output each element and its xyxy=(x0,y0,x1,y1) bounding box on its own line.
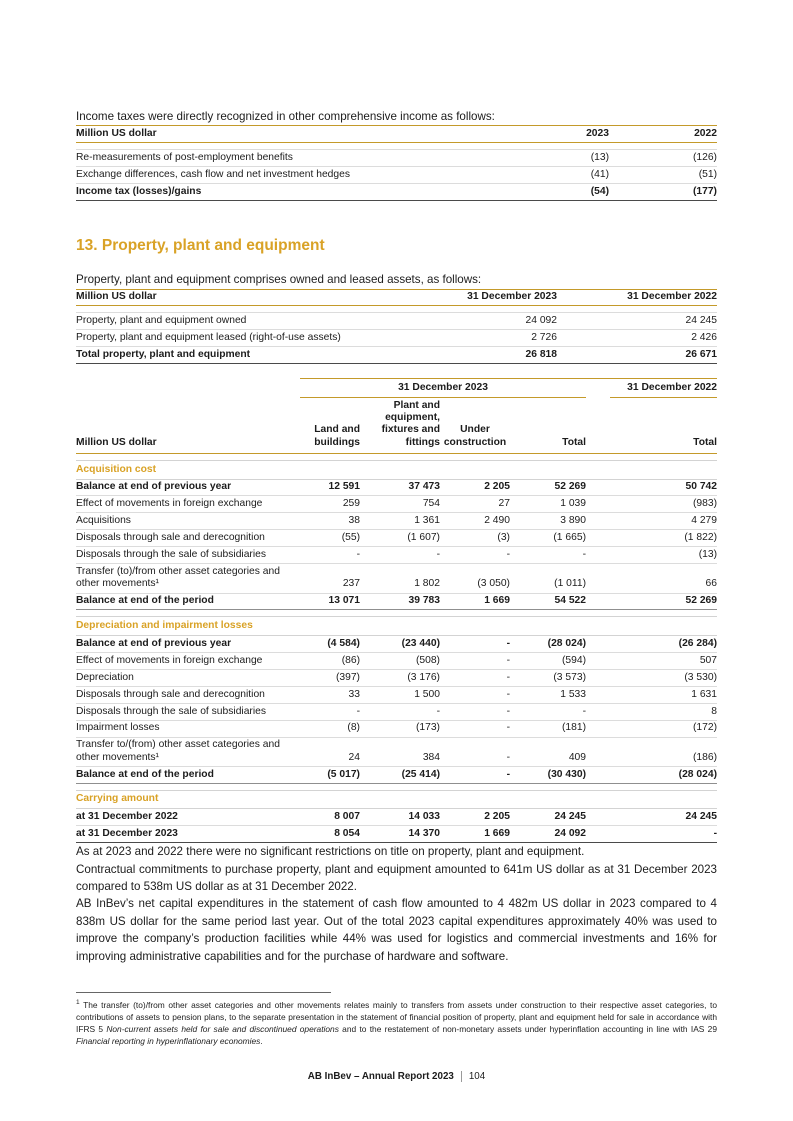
value-under-construction: 1 669 xyxy=(440,826,510,843)
table-row xyxy=(76,167,717,184)
paragraph-capex: AB InBev’s net capital expenditures in the statement of cash flow amounted to 4 482m US dollar in 2023 compared to 4 838m US dollar for the same period last year. Out of the total 2023 capital expenditures approximately 40% was used to improve the company’s production facilities while 44% was used for logistics and commercial investments and 16% for improving administrative capabilities and for the purchase of hardware and software. xyxy=(76,897,717,963)
table-header-row xyxy=(76,397,717,453)
column-gap xyxy=(586,703,610,720)
value-total-2023: 1 533 xyxy=(510,686,586,703)
value-total-2022: (186) xyxy=(610,737,717,766)
value-land: 13 071 xyxy=(300,593,360,610)
value-total-2023: (1 665) xyxy=(510,530,586,547)
value-under-construction: 2 205 xyxy=(440,479,510,496)
value-total-2022: 507 xyxy=(610,652,717,669)
value-land: 38 xyxy=(300,513,360,530)
value-total-2023: (28 024) xyxy=(510,635,586,652)
column-gap xyxy=(586,479,610,496)
column-gap xyxy=(586,766,610,783)
income-tax-intro: Income taxes were directly recognized in other comprehensive income as follows: xyxy=(76,110,495,123)
value-plant: 1 361 xyxy=(360,513,440,530)
column-gap xyxy=(586,652,610,669)
value-under-construction: - xyxy=(440,686,510,703)
row-label: Effect of movements in foreign exchange xyxy=(76,652,300,669)
table-row xyxy=(76,703,717,720)
row-label: Transfer to/(from) other asset categories and other movements¹ xyxy=(76,737,300,766)
table-row xyxy=(76,686,717,703)
row-label: Disposals through sale and derecognition xyxy=(76,686,300,703)
footnote-text xyxy=(76,998,717,1047)
value-2022: 26 671 xyxy=(557,347,717,364)
col-header-31-december-2022: 31 December 2022 xyxy=(557,289,717,306)
section-title: Carrying amount xyxy=(76,790,717,809)
value-2023: (41) xyxy=(509,167,609,184)
value-land: 259 xyxy=(300,496,360,513)
value-under-construction: 2 205 xyxy=(440,809,510,826)
footnote-divider xyxy=(76,992,331,993)
footer-divider xyxy=(461,1071,462,1082)
value-total-2022: (172) xyxy=(610,720,717,737)
value-land: (8) xyxy=(300,720,360,737)
column-gap xyxy=(586,379,610,397)
section-13-heading: 13. Property, plant and equipment xyxy=(76,237,325,255)
footer-report-title: AB InBev – Annual Report 2023 xyxy=(307,1071,454,1082)
column-gap xyxy=(586,564,610,593)
paragraph-restrictions: As at 2023 and 2022 there were no significant restrictions on title on property, plant and equipment. xyxy=(76,845,585,859)
value-land: 8 007 xyxy=(300,809,360,826)
table-header-row xyxy=(76,289,717,306)
value-total-2022: - xyxy=(610,826,717,843)
value-under-construction: (3 050) xyxy=(440,564,510,593)
value-under-construction: - xyxy=(440,669,510,686)
row-label: Balance at end of previous year xyxy=(76,635,300,652)
value-land: (5 017) xyxy=(300,766,360,783)
column-gap xyxy=(586,397,610,453)
value-total-2022: 66 xyxy=(610,564,717,593)
value-land: - xyxy=(300,703,360,720)
value-plant: (23 440) xyxy=(360,635,440,652)
value-plant: 384 xyxy=(360,737,440,766)
value-plant: (3 176) xyxy=(360,669,440,686)
value-total-2023: 54 522 xyxy=(510,593,586,610)
table-spacer-row xyxy=(76,306,717,313)
table-row xyxy=(76,496,717,513)
footnote-marker: 1 xyxy=(76,999,80,1006)
table-row xyxy=(76,720,717,737)
value-total-2022: 1 631 xyxy=(610,686,717,703)
value-total-2023: 24 092 xyxy=(510,826,586,843)
table-row xyxy=(76,150,717,167)
value-under-construction: - xyxy=(440,635,510,652)
value-total-2023: (1 011) xyxy=(510,564,586,593)
value-total-2022: (983) xyxy=(610,496,717,513)
section-title: Depreciation and impairment losses xyxy=(76,617,717,636)
value-total-2022: (26 284) xyxy=(610,635,717,652)
section-title: Acquisition cost xyxy=(76,461,717,480)
value-total-2022: (3 530) xyxy=(610,669,717,686)
value-total-2023: - xyxy=(510,547,586,564)
table-balance-row xyxy=(76,766,717,783)
table-spacer-row xyxy=(76,783,717,790)
income-tax-table xyxy=(76,125,717,201)
value-under-construction: - xyxy=(440,703,510,720)
row-label: Disposals through the sale of subsidiaries xyxy=(76,703,300,720)
value-total-2022: 8 xyxy=(610,703,717,720)
table-row xyxy=(76,652,717,669)
row-label: Disposals through the sale of subsidiaries xyxy=(76,547,300,564)
value-2022: (51) xyxy=(609,167,717,184)
table-spacer-row xyxy=(76,143,717,150)
value-total-2023: (181) xyxy=(510,720,586,737)
value-2023: 26 818 xyxy=(392,347,557,364)
col-header-million-us-dollar: Million US dollar xyxy=(76,126,509,143)
value-plant: 39 783 xyxy=(360,593,440,610)
value-total-2023: 1 039 xyxy=(510,496,586,513)
col-header-land-and-buildings: Land and buildings xyxy=(300,397,360,453)
value-land: - xyxy=(300,547,360,564)
value-under-construction: (3) xyxy=(440,530,510,547)
col-header-31-december-2023: 31 December 2023 xyxy=(392,289,557,306)
table-header-row xyxy=(76,126,717,143)
table-balance-row xyxy=(76,593,717,610)
table-spacer-row xyxy=(76,454,717,461)
value-2022: 24 245 xyxy=(557,313,717,330)
table-row xyxy=(76,737,717,766)
page-number: 104 xyxy=(468,1071,486,1082)
value-total-2023: (594) xyxy=(510,652,586,669)
row-label: Disposals through sale and derecognition xyxy=(76,530,300,547)
value-land: (55) xyxy=(300,530,360,547)
value-total-2023: 24 245 xyxy=(510,809,586,826)
table-row xyxy=(76,330,717,347)
column-gap xyxy=(586,496,610,513)
table-total-row xyxy=(76,184,717,201)
column-gap xyxy=(586,826,610,843)
column-gap xyxy=(586,686,610,703)
value-plant: - xyxy=(360,703,440,720)
column-gap xyxy=(586,547,610,564)
page-footer xyxy=(0,1071,793,1082)
row-label: Exchange differences, cash flow and net investment hedges xyxy=(76,167,509,184)
row-label: Balance at end of the period xyxy=(76,766,300,783)
value-total-2023: (30 430) xyxy=(510,766,586,783)
column-gap xyxy=(586,737,610,766)
column-gap xyxy=(586,530,610,547)
value-total-2022: 4 279 xyxy=(610,513,717,530)
table-total-row xyxy=(76,347,717,364)
column-gap xyxy=(586,635,610,652)
row-label: Acquisitions xyxy=(76,513,300,530)
value-2023: (54) xyxy=(509,184,609,201)
value-land: 24 xyxy=(300,737,360,766)
value-2022: (177) xyxy=(609,184,717,201)
value-plant: 1 802 xyxy=(360,564,440,593)
row-label: Property, plant and equipment owned xyxy=(76,313,392,330)
value-under-construction: - xyxy=(440,652,510,669)
footnote-italic-ifrs5: Non-current assets held for sale and discontinued operations xyxy=(106,1023,339,1034)
col-header-million-us-dollar: Million US dollar xyxy=(76,397,300,453)
value-plant: (508) xyxy=(360,652,440,669)
value-plant: (25 414) xyxy=(360,766,440,783)
row-label: Impairment losses xyxy=(76,720,300,737)
value-plant: (1 607) xyxy=(360,530,440,547)
row-label: Balance at end of the period xyxy=(76,593,300,610)
col-header-total-2023: Total xyxy=(510,397,586,453)
footnote xyxy=(76,992,717,1047)
table-row xyxy=(76,479,717,496)
ppe-summary-table xyxy=(76,289,717,365)
value-total-2023: (3 573) xyxy=(510,669,586,686)
col-header-total-2022: Total xyxy=(610,397,717,453)
row-label: at 31 December 2022 xyxy=(76,809,300,826)
value-under-construction: 2 490 xyxy=(440,513,510,530)
value-land: 237 xyxy=(300,564,360,593)
value-plant: 1 500 xyxy=(360,686,440,703)
group-header-empty xyxy=(76,379,300,397)
row-label: Re-measurements of post-employment benefits xyxy=(76,150,509,167)
group-header-31-december-2022: 31 December 2022 xyxy=(610,379,717,397)
table-row xyxy=(76,635,717,652)
value-plant: 14 370 xyxy=(360,826,440,843)
value-under-construction: - xyxy=(440,720,510,737)
row-label: Depreciation xyxy=(76,669,300,686)
value-2023: 2 726 xyxy=(392,330,557,347)
value-land: 12 591 xyxy=(300,479,360,496)
row-label: at 31 December 2023 xyxy=(76,826,300,843)
table-group-header-row xyxy=(76,379,717,397)
value-land: (86) xyxy=(300,652,360,669)
row-label: Income tax (losses)/gains xyxy=(76,184,509,201)
value-total-2022: (28 024) xyxy=(610,766,717,783)
table-row xyxy=(76,826,717,843)
value-2022: (126) xyxy=(609,150,717,167)
value-under-construction: 1 669 xyxy=(440,593,510,610)
value-total-2022: (13) xyxy=(610,547,717,564)
col-header-plant-equipment-fixtures-fittings: Plant and equipment, fixtures and fittings xyxy=(360,397,440,453)
paragraph-commitments: Contractual commitments to purchase property, plant and equipment amounted to 641m US dollar as at 31 December 2023 compared to 538m US dollar as at 31 December 2022. xyxy=(76,862,717,893)
value-plant: 37 473 xyxy=(360,479,440,496)
value-under-construction: - xyxy=(440,547,510,564)
col-header-under-construction: Under construction xyxy=(440,397,510,453)
footnote-part: The transfer (to)/from other asset categories and other movements relates mainly to transfers from assets under construction to their respective asset categories, to contributions of assets to pension plans, to the separate presentation in the statement of financial position of property, plant and equipment held for sale in accordance with IFRS 5 xyxy=(76,999,717,1034)
ppe-detail-table xyxy=(76,378,717,843)
value-plant: 14 033 xyxy=(360,809,440,826)
value-2023: (13) xyxy=(509,150,609,167)
group-header-31-december-2023: 31 December 2023 xyxy=(300,379,586,397)
section-acquisition-cost xyxy=(76,461,717,480)
value-total-2023: - xyxy=(510,703,586,720)
table-row xyxy=(76,669,717,686)
footnote-italic-ias29: Financial reporting in hyperinflationary economies xyxy=(76,1035,261,1046)
value-total-2022: (1 822) xyxy=(610,530,717,547)
column-gap xyxy=(586,669,610,686)
value-under-construction: - xyxy=(440,737,510,766)
table-row xyxy=(76,809,717,826)
value-total-2022: 24 245 xyxy=(610,809,717,826)
value-total-2023: 409 xyxy=(510,737,586,766)
value-plant: 754 xyxy=(360,496,440,513)
section-carrying-amount xyxy=(76,790,717,809)
col-header-2022: 2022 xyxy=(609,126,717,143)
row-label: Transfer (to)/from other asset categories and other movements¹ xyxy=(76,564,300,593)
col-header-2023: 2023 xyxy=(509,126,609,143)
column-gap xyxy=(586,593,610,610)
col-header-million-us-dollar: Million US dollar xyxy=(76,289,392,306)
value-under-construction: - xyxy=(440,766,510,783)
column-gap xyxy=(586,809,610,826)
table-row xyxy=(76,513,717,530)
value-2023: 24 092 xyxy=(392,313,557,330)
row-label: Property, plant and equipment leased (right-of-use assets) xyxy=(76,330,392,347)
footnote-part: and to the restatement of non-monetary assets under hyperinflation accounting in line with IAS 29 xyxy=(338,1023,717,1034)
ppe-intro: Property, plant and equipment comprises owned and leased assets, as follows: xyxy=(76,273,482,287)
section-depreciation-impairment xyxy=(76,617,717,636)
value-plant: (173) xyxy=(360,720,440,737)
value-plant: - xyxy=(360,547,440,564)
value-total-2022: 52 269 xyxy=(610,593,717,610)
column-gap xyxy=(586,720,610,737)
value-under-construction: 27 xyxy=(440,496,510,513)
table-row xyxy=(76,547,717,564)
table-row xyxy=(76,313,717,330)
value-land: 33 xyxy=(300,686,360,703)
value-land: (4 584) xyxy=(300,635,360,652)
value-land: 8 054 xyxy=(300,826,360,843)
value-total-2023: 52 269 xyxy=(510,479,586,496)
row-label: Balance at end of previous year xyxy=(76,479,300,496)
column-gap xyxy=(586,513,610,530)
value-total-2023: 3 890 xyxy=(510,513,586,530)
table-row xyxy=(76,564,717,593)
footnote-part: . xyxy=(260,1035,263,1046)
row-label: Effect of movements in foreign exchange xyxy=(76,496,300,513)
value-total-2022: 50 742 xyxy=(610,479,717,496)
value-2022: 2 426 xyxy=(557,330,717,347)
value-land: (397) xyxy=(300,669,360,686)
row-label: Total property, plant and equipment xyxy=(76,347,392,364)
table-row xyxy=(76,530,717,547)
table-spacer-row xyxy=(76,610,717,617)
